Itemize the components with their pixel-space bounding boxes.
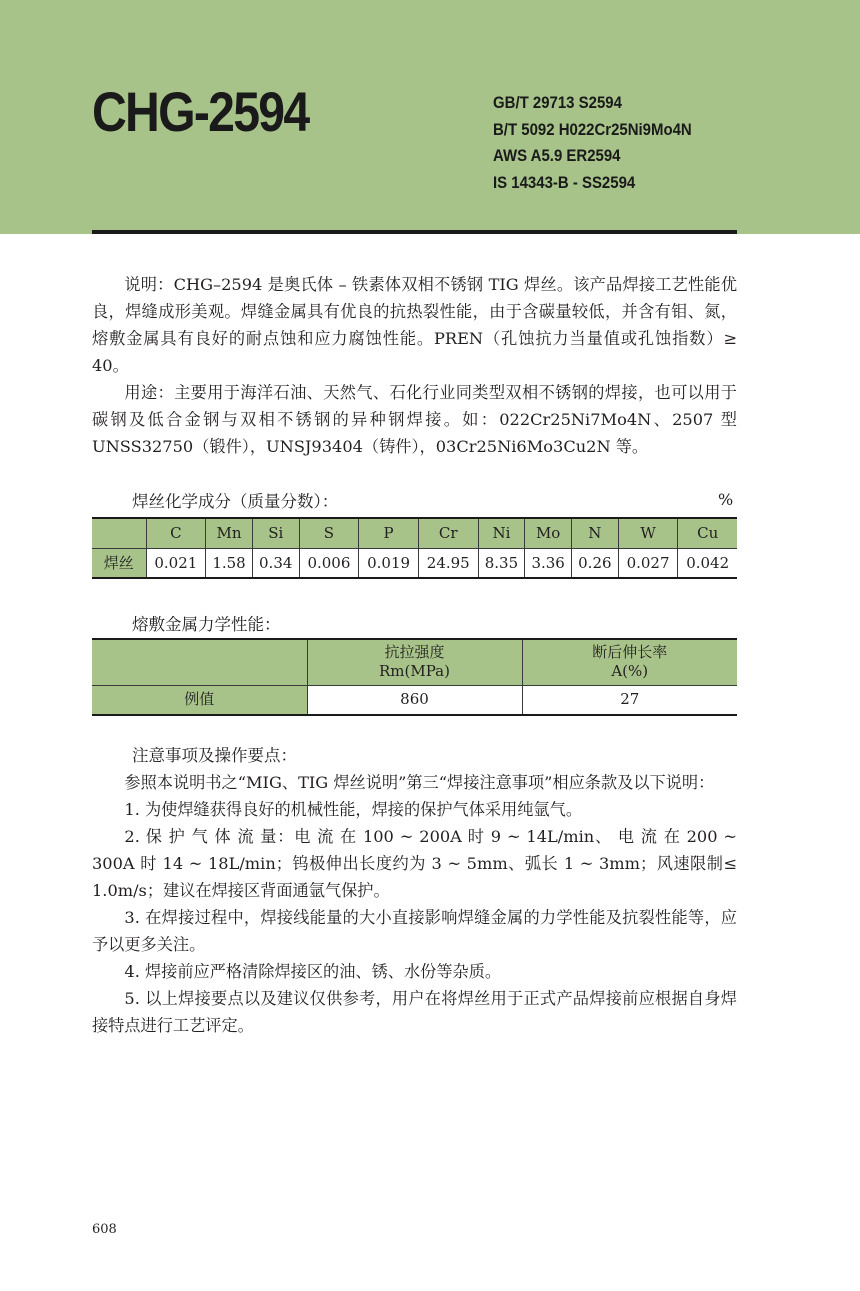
table-cell: 3.36: [525, 548, 572, 578]
table-cell: Mn: [206, 518, 253, 548]
table-cell: P: [359, 518, 419, 548]
table-cell: 27: [522, 685, 737, 715]
mechanical-table: [92, 638, 737, 716]
table-cell: 0.006: [299, 548, 359, 578]
table-cell: 8.35: [478, 548, 525, 578]
table-cell: 例值: [92, 685, 307, 715]
table-cell: S: [299, 518, 359, 548]
note-item: 5. 以上焊接要点以及建议仅供参考，用户在将焊丝用于正式产品焊接前应根据自身焊接特点进行工艺评定。: [92, 989, 737, 1035]
table-cell: [522, 639, 737, 685]
chemistry-unit: %: [718, 490, 734, 509]
table-cell: 24.95: [418, 548, 478, 578]
table-header-row: [92, 518, 737, 548]
usage-label: 用途：: [124, 383, 175, 402]
intro-section: [92, 271, 737, 460]
standard-item: B/T 5092 H022Cr25Ni9Mo4N: [493, 119, 692, 139]
page-number: 608: [92, 1222, 117, 1237]
table-cell: 0.021: [146, 548, 206, 578]
elongation-unit: A(%): [611, 662, 649, 681]
description-text: CHG–2594 是奥氏体 – 铁素体双相不锈钢 TIG 焊丝。该产品焊接工艺性能优良，焊缝成形美观。焊缝金属具有优良的抗热裂性能，由于含碳量较低，并含有钼、氮，熔敷金属具有良好的耐点蚀和应力腐蚀性能。PREN（孔蚀抗力当量值或孔蚀指数）≥ 40。: [92, 275, 738, 375]
table-cell: N: [572, 518, 619, 548]
usage-paragraph: [92, 379, 737, 460]
chemistry-title: 焊丝化学成分（质量分数）：: [132, 492, 339, 511]
table-row: [92, 548, 737, 578]
table-cell: Cu: [678, 518, 737, 548]
description-paragraph: [92, 271, 737, 379]
tensile-strength-label: 抗拉强度: [384, 643, 445, 662]
table-cell: Ni: [478, 518, 525, 548]
mechanical-title: 熔敷金属力学性能：: [132, 615, 281, 634]
table-cell: 0.042: [678, 548, 737, 578]
table-cell: 0.26: [572, 548, 619, 578]
table-cell: W: [618, 518, 678, 548]
header-band: [0, 0, 860, 234]
notes-section: [92, 769, 737, 1039]
usage-text: 主要用于海洋石油、天然气、石化行业同类型双相不锈钢的焊接，也可以用于碳钢及低合金钢与双相不锈钢的异种钢焊接。如：022Cr25Ni7Mo4N、2507 型 UNSS32750（锻件），UNSJ93404（铸件），03Cr25Ni6Mo3Cu2N 等。: [92, 383, 737, 456]
product-title: CHG-2594: [92, 80, 309, 143]
table-cell: 1.58: [206, 548, 253, 578]
notes-title: 注意事项及操作要点：: [132, 746, 297, 765]
note-item: 4. 焊接前应严格清除焊接区的油、锈、水份等杂质。: [124, 962, 502, 981]
table-cell: 0.34: [252, 548, 299, 578]
tensile-strength-unit: Rm(MPa): [379, 662, 450, 681]
standards-list: [493, 90, 692, 196]
table-cell: 0.019: [359, 548, 419, 578]
table-cell: Si: [252, 518, 299, 548]
table-cell: 焊丝: [92, 548, 146, 578]
standard-item: GB/T 29713 S2594: [493, 93, 622, 112]
table-cell: [92, 518, 146, 548]
table-cell: 0.027: [618, 548, 678, 578]
table-cell: Cr: [418, 518, 478, 548]
description-label: 说明：: [124, 275, 174, 294]
note-item: 2. 保 护 气 体 流 量：电 流 在 100 ~ 200A 时 9 ~ 14L/min、 电 流 在 200 ~ 300A 时 14 ~ 18L/min；钨极伸出长度约为 3 ~ 5mm、弧长 1 ~ 3mm；风速限制≤ 1.0m/s；建议在焊接区背面通氩气保护。: [92, 827, 737, 900]
elongation-label: 断后伸长率: [592, 643, 668, 662]
table-header-row: [92, 639, 737, 685]
note-item: 1. 为使焊缝获得良好的机械性能，焊接的保护气体采用纯氩气。: [124, 800, 583, 819]
chemistry-table: [92, 517, 737, 579]
table-row: [92, 685, 737, 715]
standard-item: AWS A5.9 ER2594: [493, 146, 621, 165]
table-cell: [307, 639, 522, 685]
table-cell: Mo: [525, 518, 572, 548]
table-cell: 860: [307, 685, 522, 715]
standard-item: IS 14343-B - SS2594: [493, 172, 636, 192]
divider-rule: [92, 230, 737, 234]
notes-intro: 参照本说明书之“MIG、TIG 焊丝说明”第三“焊接注意事项”相应条款及以下说明：: [124, 773, 715, 792]
table-cell: C: [146, 518, 206, 548]
note-item: 3. 在焊接过程中，焊接线能量的大小直接影响焊缝金属的力学性能及抗裂性能等，应予以更多关注。: [92, 908, 737, 954]
table-cell: [92, 639, 307, 685]
